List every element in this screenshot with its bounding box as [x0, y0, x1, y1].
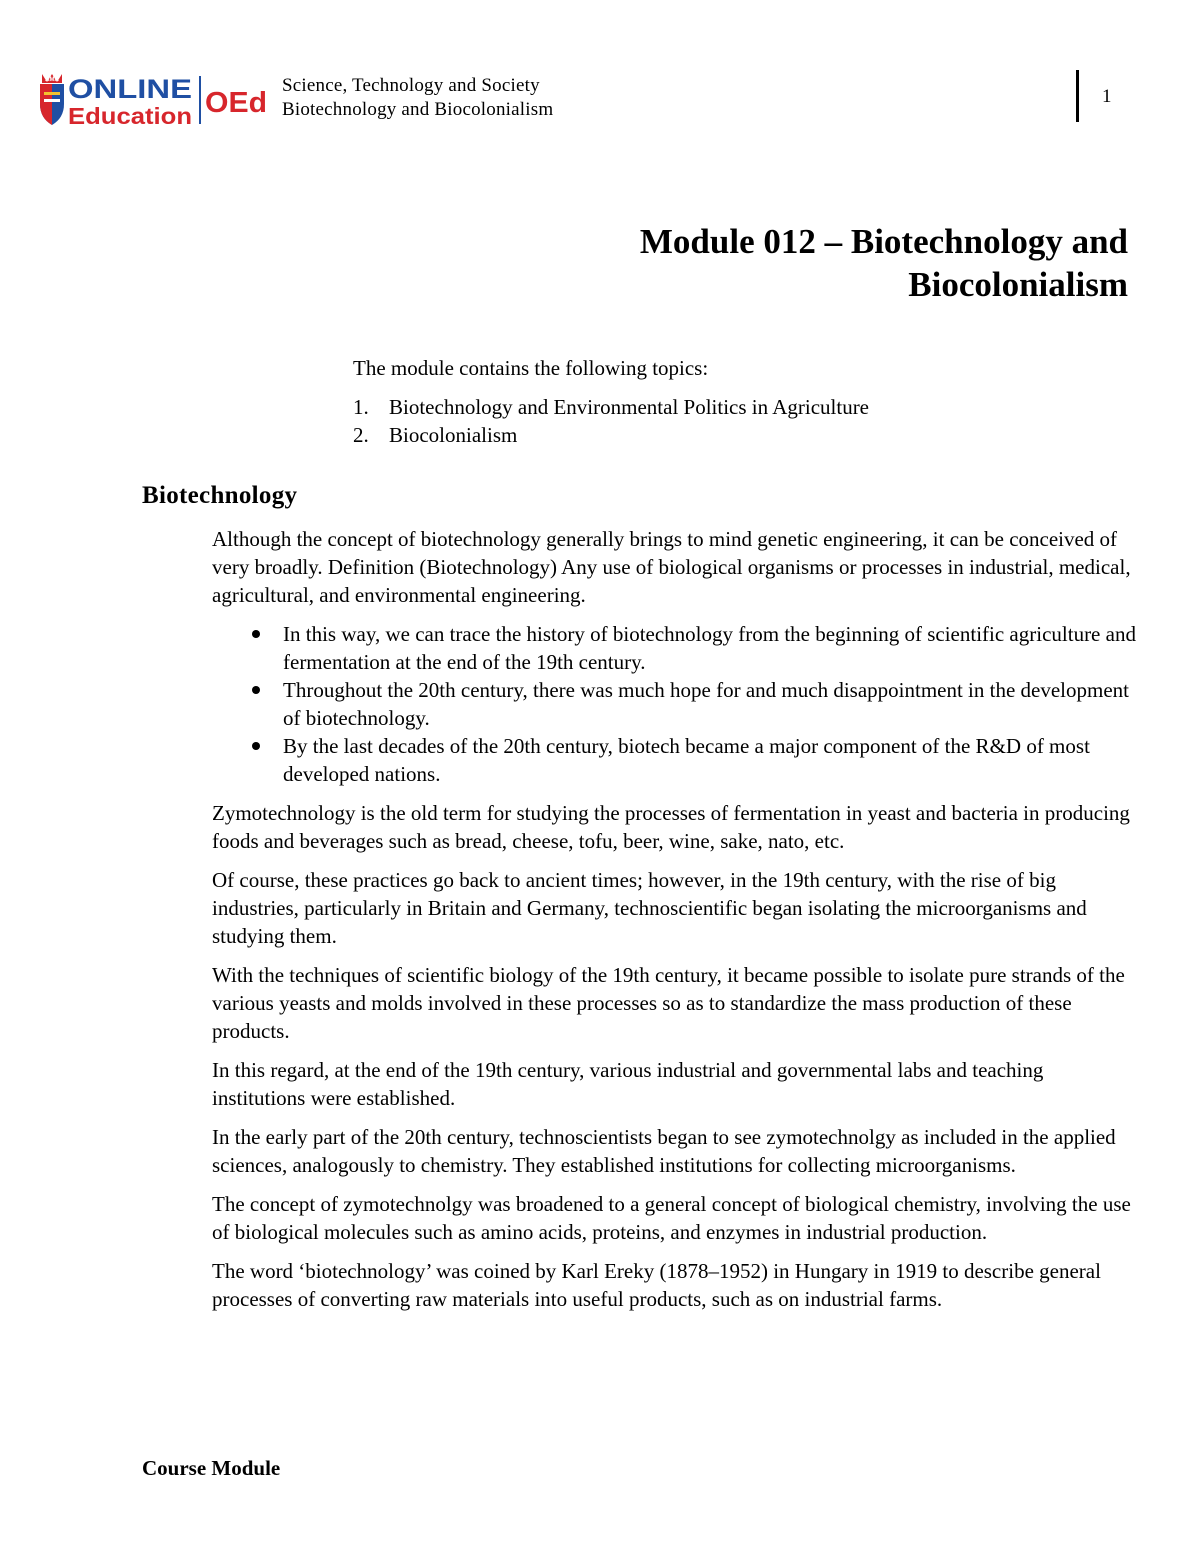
bullet-list — [212, 620, 1136, 788]
topic-item — [353, 393, 869, 421]
bullet-dot-icon — [252, 742, 260, 750]
paragraph: With the techniques of scientific biology of the 19th century, it became possible to isolate pure strands of the various yeasts and molds involved in these processes so as to standardize the mass production of these products. — [212, 963, 1125, 1043]
module-title-line-1: Module 012 – Biotechnology and — [639, 222, 1128, 261]
paragraph: In this regard, at the end of the 19th century, various industrial and governmental labs and teaching institutions were established. — [212, 1058, 1044, 1110]
logo-word-education: Education — [68, 103, 192, 128]
paragraph: The concept of zymotechnolgy was broadened to a general concept of biological chemistry, involving the use of biological molecules such as amino acids, proteins, and enzymes in industrial production. — [212, 1192, 1131, 1244]
bullet-text: Throughout the 20th century, there was much hope for and much disappointment in the development of biotechnology. — [283, 678, 1130, 730]
bullet-text: By the last decades of the 20th century, biotech became a major component of the R&D of most developed nations. — [283, 734, 1090, 786]
header-text — [282, 74, 553, 122]
page-header — [38, 68, 1162, 128]
page-footer: Course Module — [142, 1456, 281, 1480]
bullet-dot-icon — [252, 630, 260, 638]
paragraph: Of course, these practices go back to ancient times; however, in the 19th century, with the rise of big industries, particularly in Britain and Germany, technoscientific began isolating the microorganisms and studying them. — [212, 868, 1087, 948]
topics-block — [353, 354, 869, 449]
topics-list — [353, 393, 869, 449]
topics-intro: The module contains the following topics: — [353, 356, 709, 380]
logo-mark-oed: OEd — [205, 87, 267, 119]
section-body — [212, 525, 1136, 1324]
module-subtitle: Biotechnology and Biocolonialism — [282, 99, 554, 120]
paragraph: Although the concept of biotechnology generally brings to mind genetic engineering, it can be conceived of very broadly. Definition (Biotechnology) Any use of biological organisms or processes in industrial, medical, agricultural, and environmental engineering. — [212, 527, 1131, 607]
bullet-text: In this way, we can trace the history of biotechnology from the beginning of scientific agriculture and fermentation at the end of the 19th century. — [283, 622, 1136, 674]
topic-item — [353, 421, 869, 449]
bullet-item — [212, 620, 1136, 676]
online-education-logo — [38, 72, 270, 128]
bullet-item — [212, 676, 1136, 732]
paragraph: The word ‘biotechnology’ was coined by Karl Ereky (1878–1952) in Hungary in 1919 to describe general processes of converting raw materials into useful products, such as on industrial farms. — [212, 1259, 1101, 1311]
header-divider — [1076, 70, 1079, 122]
topic-number: 1. — [353, 395, 369, 419]
paragraph: Zymotechnology is the old term for studying the processes of fermentation in yeast and bacteria in producing foods and beverages such as bread, cheese, tofu, beer, wine, sake, nato, etc. — [212, 801, 1130, 853]
bullet-item — [212, 732, 1136, 788]
topic-text: Biotechnology and Environmental Politics in Agriculture — [389, 395, 870, 419]
logo-word-online: ONLINE — [68, 74, 192, 104]
topic-text: Biocolonialism — [389, 423, 518, 447]
module-title-line-2: Biocolonialism — [908, 265, 1128, 304]
ama-shield-icon — [40, 74, 64, 125]
paragraph: In the early part of the 20th century, technoscientists began to see zymotechnolgy as included in the applied sciences, analogously to chemistry. They established institutions for collecting microorganisms. — [212, 1125, 1116, 1177]
course-title: Science, Technology and Society — [282, 75, 540, 96]
logo-seal-text: AMA — [45, 77, 59, 83]
section-heading: Biotechnology — [142, 482, 298, 509]
topic-number: 2. — [353, 423, 369, 447]
module-title — [640, 220, 1128, 306]
bullet-dot-icon — [252, 686, 260, 694]
page-number: 1 — [1102, 86, 1112, 107]
